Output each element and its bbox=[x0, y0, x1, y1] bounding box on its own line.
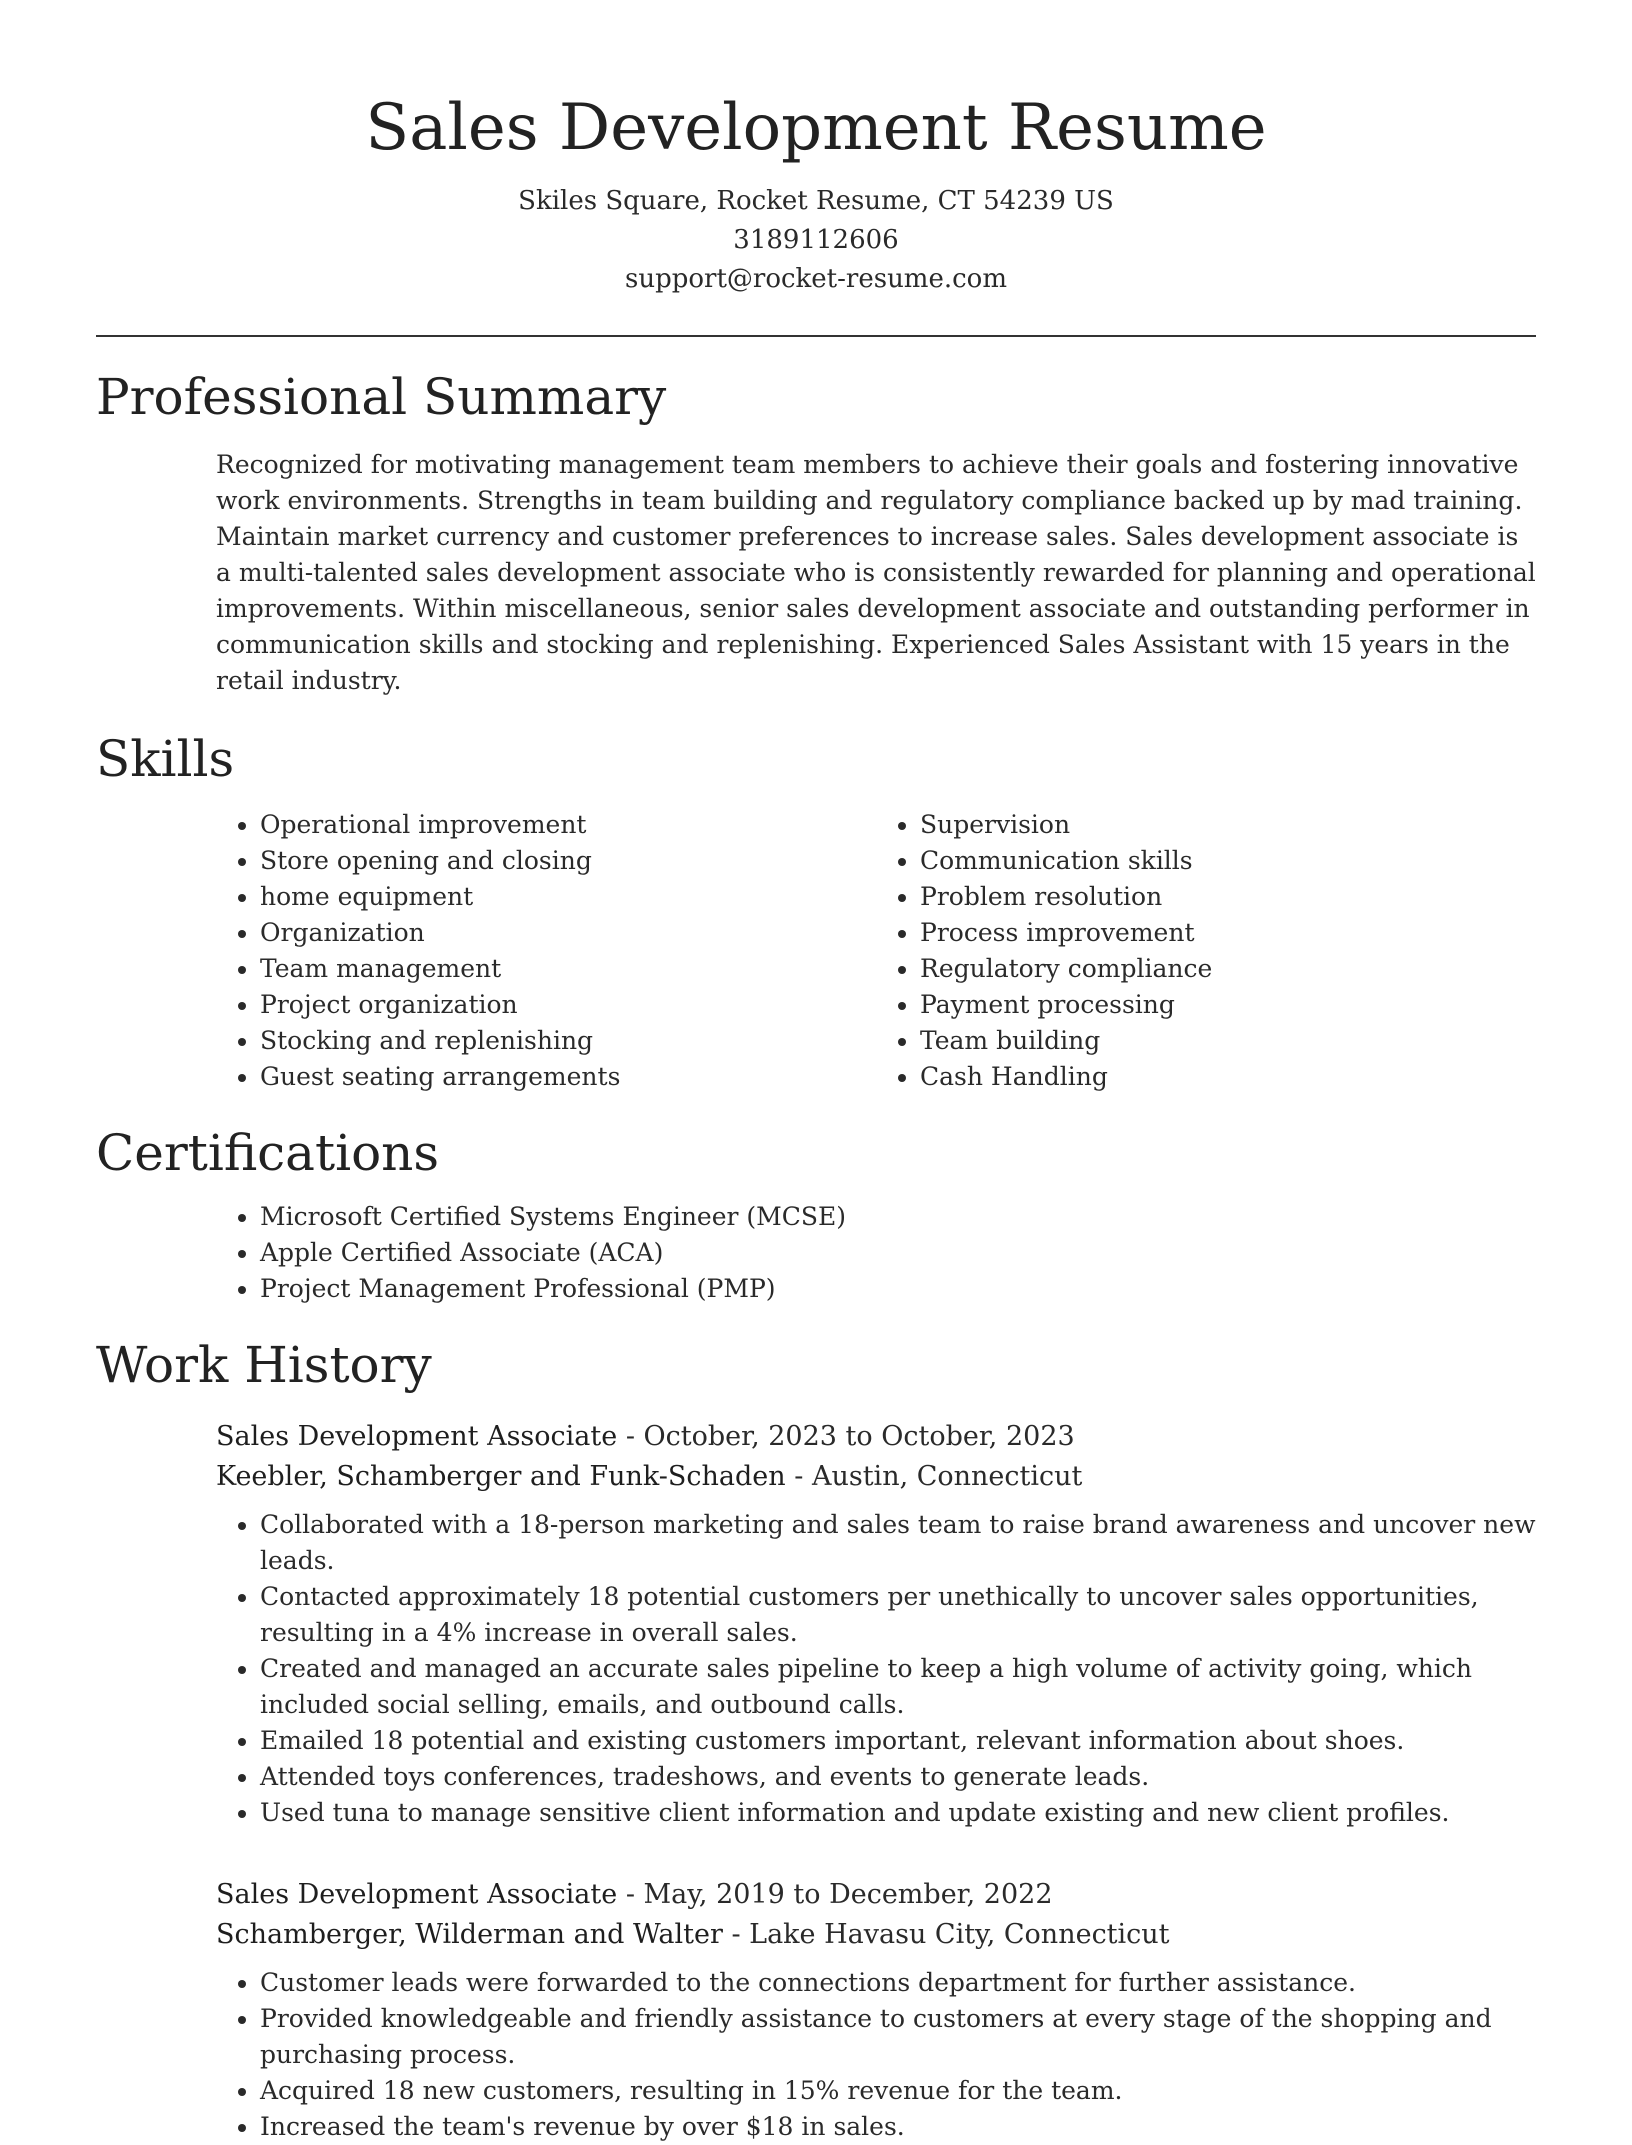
job-bullets bbox=[216, 1965, 1536, 2145]
skill-item: • Communication skills bbox=[920, 843, 1536, 879]
work-history-heading: Work History bbox=[96, 1336, 432, 1394]
job-role: Sales Development Associate bbox=[216, 1421, 618, 1452]
certification-item: • Project Management Professional (PMP) bbox=[260, 1271, 1536, 1307]
skill-item: • home equipment bbox=[260, 879, 876, 915]
job-bullet: • Collaborated with a 18-person marketing and sales team to raise brand awareness and uncover new leads. bbox=[260, 1507, 1536, 1579]
skill-item: • Store opening and closing bbox=[260, 843, 876, 879]
address: Skiles Square, Rocket Resume, CT 54239 US bbox=[518, 186, 1114, 216]
job-dates: - October, 2023 to October, 2023 bbox=[617, 1421, 1075, 1452]
phone: 3189112606 bbox=[733, 225, 899, 255]
skill-item: • Guest seating arrangements bbox=[260, 1059, 876, 1095]
job-company-line bbox=[216, 1457, 1536, 1497]
certifications-heading: Certifications bbox=[96, 1124, 440, 1182]
resume-header bbox=[96, 0, 1536, 299]
certifications-list bbox=[216, 1199, 1536, 1307]
job-dates: - May, 2019 to December, 2022 bbox=[617, 1879, 1053, 1910]
job-entry bbox=[216, 1875, 1536, 2145]
skills-list-right bbox=[876, 807, 1536, 1095]
skills-heading: Skills bbox=[96, 730, 235, 788]
job-title-line bbox=[216, 1875, 1536, 1915]
job-bullet: • Contacted approximately 18 potential customers per unethically to uncover sales opportunities, resulting in a 4% increase in overall sales. bbox=[260, 1579, 1536, 1651]
job-location: - Austin, Connecticut bbox=[785, 1461, 1083, 1492]
certification-item: • Apple Certified Associate (ACA) bbox=[260, 1235, 1536, 1271]
job-bullet: • Customer leads were forwarded to the connections department for further assistance. bbox=[260, 1965, 1536, 2001]
header-divider bbox=[96, 335, 1536, 337]
job-bullet: • Attended toys conferences, tradeshows, and events to generate leads. bbox=[260, 1759, 1536, 1795]
job-location: - Lake Havasu City, Connecticut bbox=[722, 1919, 1170, 1950]
job-bullet: • Increased the team's revenue by over $18 in sales. bbox=[260, 2109, 1536, 2145]
job-bullet: • Emailed 18 potential and existing customers important, relevant information about shoes. bbox=[260, 1723, 1536, 1759]
certifications-list-wrap bbox=[216, 1199, 1536, 1307]
email: support@rocket-resume.com bbox=[624, 264, 1007, 294]
skill-item: • Team management bbox=[260, 951, 876, 987]
skill-item: • Cash Handling bbox=[920, 1059, 1536, 1095]
job-role: Sales Development Associate bbox=[216, 1879, 618, 1910]
resume-title: Sales Development Resume bbox=[365, 91, 1267, 165]
job-bullet: • Acquired 18 new customers, resulting in 15% revenue for the team. bbox=[260, 2073, 1536, 2109]
skills-section bbox=[96, 727, 1536, 1095]
job-title-line bbox=[216, 1417, 1536, 1457]
job-company: Keebler, Schamberger and Funk-Schaden bbox=[216, 1461, 786, 1492]
summary-section bbox=[96, 365, 1536, 699]
job-bullet: • Used tuna to manage sensitive client information and update existing and new client profiles. bbox=[260, 1795, 1536, 1831]
skills-columns bbox=[216, 807, 1536, 1095]
summary-text: Recognized for motivating management team members to achieve their goals and fostering innovative work environments. Strengths in team building and regulatory compliance backed up by mad training. Maintain market currency and customer preferences to increase sales. Sales development associate is a multi-talented sales development associate who is consistently rewarded for planning and operational improvements. Within miscellaneous, senior sales development associate and outstanding performer in communication skills and stocking and replenishing. Experienced Sales Assistant with 15 years in the retail industry. bbox=[216, 450, 1536, 695]
job-company-line bbox=[216, 1915, 1536, 1955]
skill-item: • Team building bbox=[920, 1023, 1536, 1059]
skill-item: • Process improvement bbox=[920, 915, 1536, 951]
job-entry bbox=[216, 1417, 1536, 1831]
skill-item: • Regulatory compliance bbox=[920, 951, 1536, 987]
skill-item: • Stocking and replenishing bbox=[260, 1023, 876, 1059]
job-company: Schamberger, Wilderman and Walter bbox=[216, 1919, 723, 1950]
skill-item: • Payment processing bbox=[920, 987, 1536, 1023]
skill-item: • Supervision bbox=[920, 807, 1536, 843]
summary-heading: Professional Summary bbox=[96, 368, 667, 426]
skill-item: • Organization bbox=[260, 915, 876, 951]
certification-item: • Microsoft Certified Systems Engineer (MCSE) bbox=[260, 1199, 1536, 1235]
work-history-section bbox=[96, 1333, 1536, 2145]
skill-item: • Problem resolution bbox=[920, 879, 1536, 915]
contact-info bbox=[96, 182, 1536, 299]
job-bullet: • Provided knowledgeable and friendly assistance to customers at every stage of the shopping and purchasing process. bbox=[260, 2001, 1536, 2073]
skills-list-left bbox=[216, 807, 876, 1095]
skill-item: • Project organization bbox=[260, 987, 876, 1023]
skill-item: • Operational improvement bbox=[260, 807, 876, 843]
job-bullet: • Created and managed an accurate sales pipeline to keep a high volume of activity going, which included social selling, emails, and outbound calls. bbox=[260, 1651, 1536, 1723]
certifications-section bbox=[96, 1121, 1536, 1307]
job-bullets bbox=[216, 1507, 1536, 1831]
